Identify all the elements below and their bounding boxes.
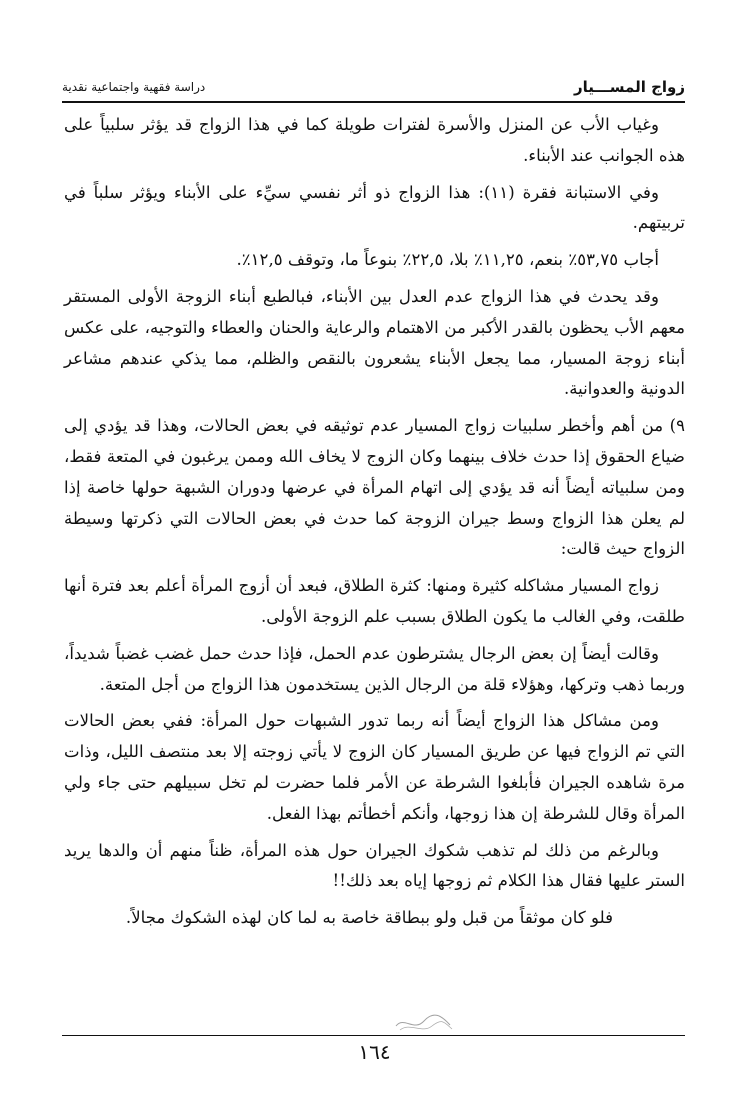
paragraph-3: أجاب ٥٣,٧٥٪ بنعم، ١١,٢٥٪ بلا، ٢٢,٥٪ بنوعاً ما، وتوقف ١٢,٥٪. (236, 250, 659, 270)
paragraph-8: ومن مشاكل هذا الزواج أيضاً أنه ربما تدور الشبهات حول المرأة: ففي بعض الحالات التي تم الزواج فيها عن طريق المسيار كان الزوج لا يأتي زوجته إلا بعد منتصف الليل، وذات مرة شاهده الجيران فأبلغوا الشرطة عن الأمر فلما حضرت لم تخل سبيلهم حتى جاء ولي المرأة وقال للشرطة إن هذا زوجها، وأنكم أخطأتم بهذا الفعل. (64, 711, 685, 823)
paragraph-5: ٩) من أهم وأخطر سلبيات زواج المسيار عدم توثيقه في بعض الحالات، وهذا قد يؤدي إلى ضياع الحقوق إذا حدث خلاف بينهما وكان الزوج لا يخاف الله وممن يرغبون في المتعة فقط، ومن سلبياته أيضاً أنه قد يؤدي إلى اتهام المرأة في عرضها ودوران الشبهة حولها خاصة إذا لم يعلن هذا الزواج وسط جيران الزوجة كما حدث في بعض الحالات التي ذكرتها وسيطة الزواج حيث قالت: (64, 416, 685, 559)
paragraph-9: وبالرغم من ذلك لم تذهب شكوك الجيران حول هذه المرأة، ظناً منهم أن والدها يريد الستر عليها فقال هذا الكلام ثم زوجها إياه بعد ذلك!! (64, 840, 685, 891)
book-title: زواج المســـيار (574, 78, 685, 96)
header-divider (62, 101, 685, 103)
paragraph-6: زواج المسيار مشاكله كثيرة ومنها: كثرة الطلاق، فبعد أن أزوج المرأة أعلم بعد فترة أنها طلقت، وفي الغالب ما يكون الطلاق بسبب علم الزوجة الأولى. (64, 576, 685, 626)
running-header (62, 76, 685, 102)
ink-stamp-mark (392, 1012, 454, 1034)
paragraph-1: وغياب الأب عن المنزل والأسرة لفترات طويلة كما في هذا الزواج قد يؤثر سلبياً على هذه الجوانب عند الأبناء. (64, 115, 685, 165)
paragraph-4: وقد يحدث في هذا الزواج عدم العدل بين الأبناء، فبالطبع أبناء الزوجة الأولى المستقر معهم الأب يحظون بالقدر الأكبر من الاهتمام والرعاية والحنان والعطاء والتوجيه، على عكس أبناء زوجة المسيار، مما يجعل الأبناء يشعرون بالنقص والظلم، مما يذكي عندهم مشاعر الدونية والعدوانية. (64, 286, 685, 399)
page-number: ١٦٤ (358, 1040, 391, 1064)
book-subtitle: دراسة فقهية واجتماعية نقدية (62, 80, 206, 94)
paragraph-7: وقالت أيضاً إن بعض الرجال يشترطون عدم الحمل، فإذا حدث حمل غضب غضباً شديداً، وربما ذهب وتركها، وهؤلاء قلة من الرجال الذين يستخدمون هذا الزواج من أجل المتعة. (64, 643, 685, 694)
paragraph-2: وفي الاستبانة فقرة (١١): هذا الزواج ذو أثر نفسي سيِّء على الأبناء ويؤثر سلباً في تربيتهم. (64, 182, 685, 233)
page-body (64, 110, 685, 940)
footer-divider (62, 1035, 685, 1036)
paragraph-10: فلو كان موثقاً من قبل ولو ببطاقة خاصة به لما كان لهذه الشكوك مجالاً. (125, 908, 613, 928)
